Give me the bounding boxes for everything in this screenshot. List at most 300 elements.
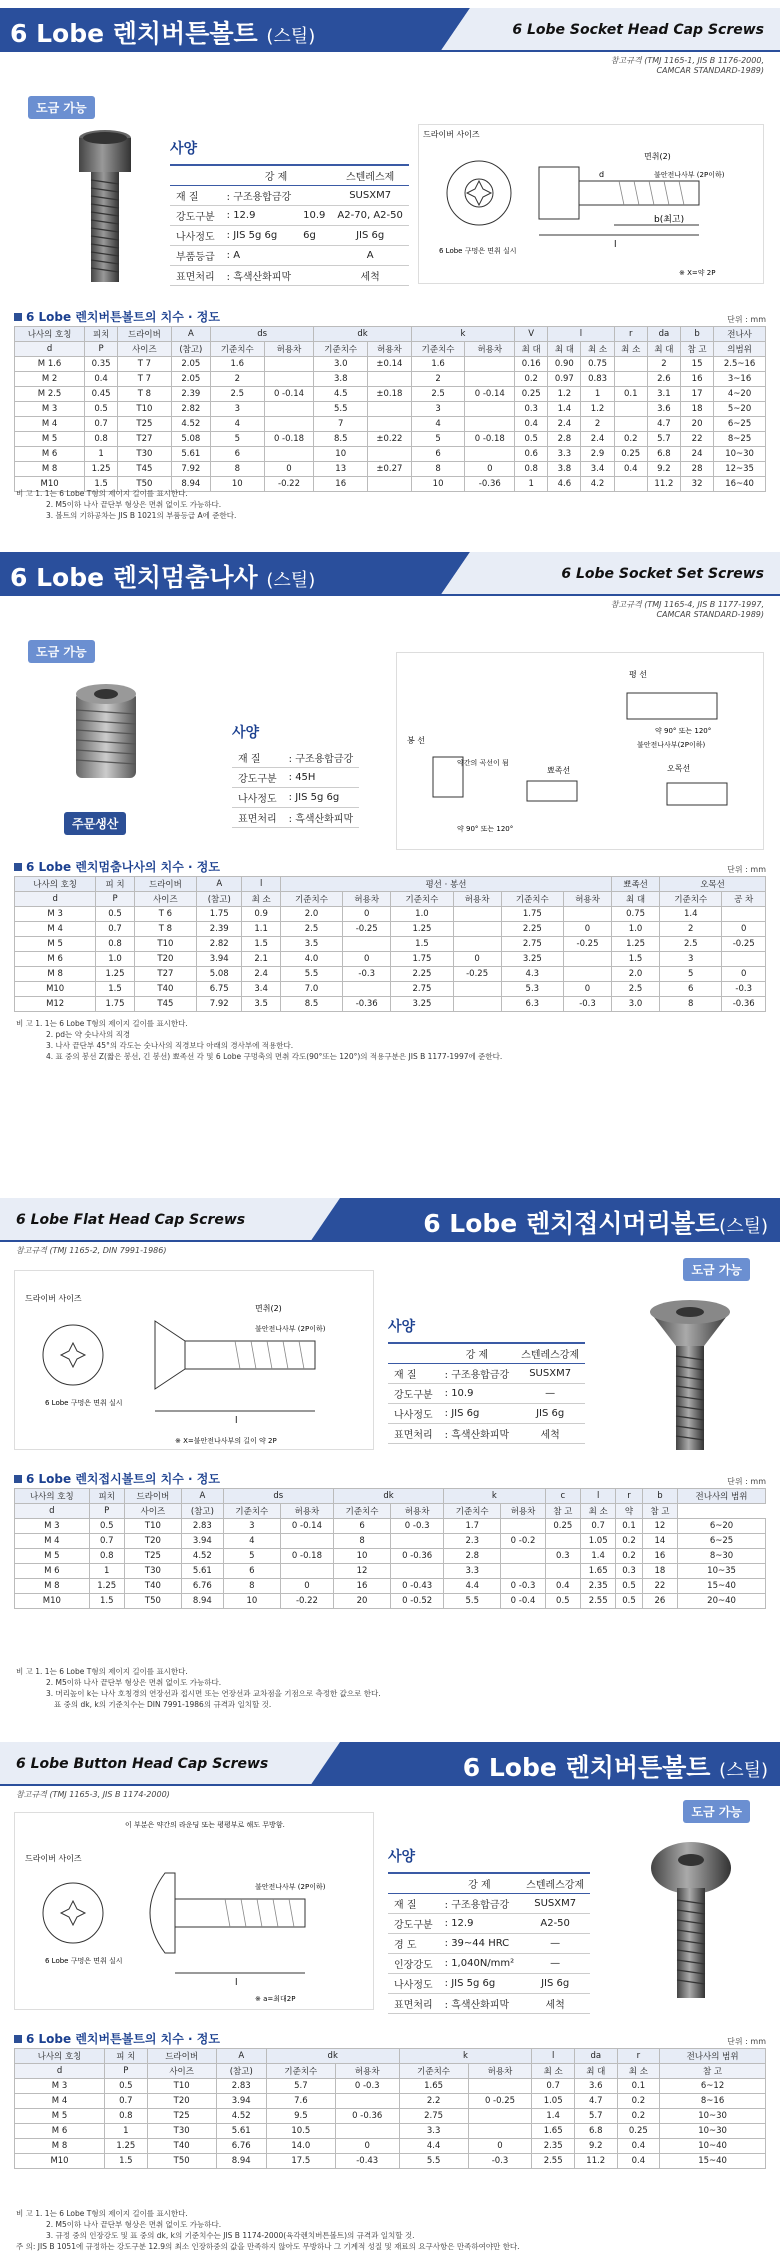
table-cell: 0 -0.25 [468,2094,532,2109]
table-cell [614,417,647,432]
table-cell: 3.94 [197,952,242,967]
table-cell: M 2 [15,372,85,387]
table-cell: 0.5 [515,432,548,447]
table-cell: 2.3 [444,1534,501,1549]
table-cell: 1.2 [581,402,614,417]
reference-standard: 참고규격 (TMJ 1165-3, JIS B 1174-2000) [16,1790,170,1799]
table-cell: 1.4 [580,1549,615,1564]
table-cell: 2.5~16 [714,357,766,372]
table-cell [465,372,515,387]
table-cell: 0.7 [85,417,118,432]
table-cell: 16 [642,1549,677,1564]
table-cell: M 6 [15,952,96,967]
spec-table: 강 제 스텐레스강제 재 질 : 구조용합금강 SUSXM7 강도구분 : 12.9 A2-50 경 도 : 39~44 HRC — 인장강도 : 1,040N/mm² — 나사정도 : JIS 5g 6g JIS 6g 표면처리 : 흑색산화피막 세척 [388,1872,590,2014]
table-cell: r [614,327,647,342]
table-cell: 6 [333,1519,390,1534]
table-cell [468,2124,532,2139]
table-cell: 2.35 [580,1579,615,1594]
table-row [15,2094,766,2109]
table-cell: M 1.6 [15,357,85,372]
svg-text:약 90° 또는 120°: 약 90° 또는 120° [457,825,514,833]
table-cell: 0.2 [614,432,647,447]
table-cell: M 8 [15,462,85,477]
table-cell: 1.4 [548,402,581,417]
table-cell: 1.0 [96,952,134,967]
table-cell: 2.39 [197,922,242,937]
table-cell: 0 -0.18 [465,432,515,447]
bolt-photo [60,120,150,290]
table-cell: 1.5 [85,477,118,492]
table-cell: -0.22 [264,477,314,492]
table-cell: 1.25 [612,937,660,952]
table-row [15,462,766,477]
table-cell: 나사의 호칭 [15,877,96,892]
svg-text:l: l [235,1416,238,1426]
table-cell: 1.25 [89,1579,124,1594]
header [0,552,780,596]
table-cell: 13 [314,462,368,477]
table-cell [391,1564,444,1579]
table-cell: 8.94 [171,477,210,492]
svg-text:6 Lobe 구멍은 면취 실시: 6 Lobe 구멍은 면취 실시 [45,1399,123,1407]
section-set-screw [0,540,780,1120]
table-cell: 4.52 [182,1549,224,1564]
table-cell: 5.5 [280,967,342,982]
table-cell: 4.3 [501,967,563,982]
table-cell [453,907,501,922]
table-cell: 4.6 [548,477,581,492]
table-cell: 피치 [89,1489,124,1504]
table-cell: 0 -0.52 [391,1594,444,1609]
table-cell: 3.3 [399,2124,468,2139]
table-cell: T45 [134,997,196,1012]
table-cell: 1.1 [242,922,280,937]
table-cell: 허용차 [465,342,515,357]
table-cell: 0.7 [89,1534,124,1549]
table-cell: 기준치수 [411,342,465,357]
header [0,1198,780,1242]
dimension-diagram [14,1270,374,1450]
table-cell: 5.7 [266,2079,335,2094]
table-cell: T10 [147,2079,216,2094]
table-cell: 1.5 [242,937,280,952]
table-cell: 10 [223,1594,280,1609]
table-cell: 2.55 [580,1594,615,1609]
svg-text:※ X=불안전나사부의 길이 약 2P: ※ X=불안전나사부의 길이 약 2P [175,1437,277,1445]
table-cell: 0.4 [617,2139,660,2154]
dimension-table [14,2048,766,2169]
table-cell: 4.7 [647,417,680,432]
table-cell [614,402,647,417]
table-cell: 0.83 [581,372,614,387]
table-cell: 0.25 [545,1519,580,1534]
table-cell: V [515,327,548,342]
table-cell: M10 [15,1594,90,1609]
table-cell: 1 [515,477,548,492]
table-cell: 5.08 [197,967,242,982]
table-cell: 4.52 [216,2109,266,2124]
table-cell: 3.0 [612,997,660,1012]
table-cell: l [580,1489,615,1504]
table-cell: T 8 [118,387,172,402]
svg-text:6 Lobe 구멍은 면취 실시: 6 Lobe 구멍은 면취 실시 [439,247,517,255]
table-cell: 15~40 [660,2154,766,2169]
table-cell: 최 소 [614,342,647,357]
table-cell: 0.25 [515,387,548,402]
table-row [15,997,766,1012]
table-cell: 0.35 [85,357,118,372]
table-cell: 2.5 [411,387,465,402]
table-cell: -0.43 [335,2154,399,2169]
table-cell: 10~30 [660,2124,766,2139]
table-cell [453,997,501,1012]
plating-badge: 도금 가능 [683,1800,750,1823]
spec-title: 사양 [388,1319,416,1335]
table-cell: c [545,1489,580,1504]
table-cell: 허용차 [264,342,314,357]
table-cell [614,477,647,492]
table-cell: T40 [134,982,196,997]
reference-standard: 참고규격 (TMJ 1165-4, JIS B 1177-1997, CAMCAR STANDARD-1989) [610,600,764,619]
svg-text:오목선: 오목선 [667,764,691,773]
table-cell: 1.0 [391,907,453,922]
table-cell [563,952,611,967]
table-cell: 2.05 [171,357,210,372]
table-cell: 최 소 [617,2064,660,2079]
table-cell: T27 [118,432,172,447]
table-cell: 4.5 [314,387,368,402]
table-cell: 15 [680,357,713,372]
table-cell: 0 -0.36 [391,1549,444,1564]
table-cell: 16~40 [714,477,766,492]
spec-panel [388,1846,590,2014]
table-cell: A [216,2049,266,2064]
table-cell: 기준치수 [210,342,264,357]
table-cell: 0 -0.14 [281,1519,334,1534]
table-cell: 최 대 [647,342,680,357]
table-cell: 0.8 [85,432,118,447]
table-cell: -0.25 [453,967,501,982]
table-cell: 0.7 [532,2079,575,2094]
table-cell: 5 [411,432,465,447]
table-cell: 0.90 [548,357,581,372]
table-cell: 1.65 [532,2124,575,2139]
table-cell: 2 [411,372,465,387]
table-cell: M 8 [15,967,96,982]
made-to-order-badge: 주문생산 [64,812,126,835]
table-cell: 0 -0.43 [391,1579,444,1594]
table-cell: 사이즈 [124,1504,181,1519]
table-cell: 피 치 [96,877,134,892]
table-cell: 3 [210,402,264,417]
table-cell: 0 -0.14 [465,387,515,402]
table-cell: 3.5 [280,937,342,952]
table-cell: 2.83 [216,2079,266,2094]
table-cell: 나사의 호칭 [15,2049,105,2064]
title-en: 6 Lobe Button Head Cap Screws [16,1756,269,1772]
table-cell: 10 [314,447,368,462]
table-cell: 10~30 [660,2109,766,2124]
table-cell: (참고) [182,1504,224,1519]
table-cell: 기준치수 [266,2064,335,2079]
table-cell: 5.3 [501,982,563,997]
header-row [15,342,766,357]
table-cell [391,1534,444,1549]
table-cell: 나사의 호칭 [15,327,85,342]
table-cell [614,357,647,372]
table-cell: 최 소 [580,1504,615,1519]
table-cell: P [105,2064,148,2079]
table-cell: T30 [118,447,172,462]
table-cell: 17 [680,387,713,402]
table-cell: 18 [642,1564,677,1579]
table-row [15,2139,766,2154]
svg-text:불안전나사부(2P이하): 불안전나사부(2P이하) [637,741,706,749]
table-cell: 2.2 [399,2094,468,2109]
table-cell: 0 [563,922,611,937]
table-cell: 2.25 [501,922,563,937]
unit-label: 단위 : mm [727,1477,766,1486]
table-cell: 1.75 [391,952,453,967]
table-cell: 6~25 [678,1534,766,1549]
table-cell: 0.2 [616,1534,642,1549]
table-cell: 16 [680,372,713,387]
table-cell: 2.4 [581,432,614,447]
spec-table: 강 제 스텐레스강제 재 질 : 구조용합금강 SUSXM7 강도구분 : 10.9 — 나사정도 : JIS 6g JIS 6g 표면처리 : 흑색산화피막 세척 [388,1342,585,1444]
spec-panel [170,138,409,286]
table-cell: 드라이버 [134,877,196,892]
table-cell: 최 소 [532,2064,575,2079]
table-cell: 0.4 [515,417,548,432]
table-cell: 1.5 [105,2154,148,2169]
table-cell: 6.8 [574,2124,617,2139]
svg-text:면취(2): 면취(2) [644,152,671,161]
table-cell: 허용차 [563,892,611,907]
table-cell: 10 [411,477,465,492]
table-cell: 2.05 [171,372,210,387]
table-cell: 공 차 [722,892,766,907]
table-cell: 0.5 [89,1519,124,1534]
table-cell: 허용차 [468,2064,532,2079]
table-cell: 사이즈 [134,892,196,907]
table-cell: 5.5 [444,1594,501,1609]
table-cell: 0 [722,922,766,937]
table-cell: 8.5 [280,997,342,1012]
table-cell: 17.5 [266,2154,335,2169]
table-cell: 0 [335,2139,399,2154]
table-cell: T40 [147,2139,216,2154]
table-cell: 5.61 [216,2124,266,2139]
table-cell: 2.4 [548,417,581,432]
table-cell: 1.75 [197,907,242,922]
table-cell: 3.1 [647,387,680,402]
table-cell [501,1564,545,1579]
table-cell: 6 [660,982,722,997]
table-cell: k [399,2049,532,2064]
table-cell: 12~35 [714,462,766,477]
table-cell: M 5 [15,432,85,447]
table-cell: 1.25 [391,922,453,937]
table-cell: -0.3 [343,967,391,982]
table-cell: 7.92 [197,997,242,1012]
table-cell [264,447,314,462]
table-cell: 3.6 [647,402,680,417]
table-cell: 7.6 [266,2094,335,2109]
table-cell: 10.5 [266,2124,335,2139]
table-cell: 기준치수 [223,1504,280,1519]
table-cell: 1.5 [89,1594,124,1609]
table-cell: 2.0 [612,967,660,982]
table-cell: 0 [722,967,766,982]
reference-standard: 참고규격 (TMJ 1165-1, JIS B 1176-2000, CAMCAR STANDARD-1989) [610,56,764,75]
table-cell: T45 [118,462,172,477]
table-cell: b [680,327,713,342]
svg-text:약 90° 또는 120°: 약 90° 또는 120° [655,727,712,735]
table-cell: 최 대 [515,342,548,357]
table-cell: 2 [647,357,680,372]
table-cell [468,2079,532,2094]
table-cell: 0 -0.14 [264,387,314,402]
table-cell: 6.8 [647,447,680,462]
table-cell: T10 [118,402,172,417]
table-cell: (참고) [197,892,242,907]
table-cell: 14 [642,1534,677,1549]
table-cell: da [574,2049,617,2064]
button-head-bolt-photo [636,1828,746,2008]
table-cell: 0.3 [515,402,548,417]
table-cell: 28 [680,462,713,477]
table-cell: 0.2 [616,1549,642,1564]
table-cell: 최 소 [581,342,614,357]
table-cell: 8 [333,1534,390,1549]
table-cell: 1.5 [96,982,134,997]
svg-text:b(최고): b(최고) [654,215,685,225]
table-row [15,937,766,952]
spec-panel [388,1316,585,1444]
table-title: 6 Lobe 렌치접시볼트의 치수 · 정도 [14,1470,220,1487]
table-cell: 의범위 [714,342,766,357]
table-cell: 3.3 [444,1564,501,1579]
table-cell: 4.2 [581,477,614,492]
svg-text:봉 선: 봉 선 [407,736,425,745]
table-cell: A [197,877,242,892]
table-cell [545,1564,580,1579]
table-cell: 7.0 [280,982,342,997]
table-row [15,447,766,462]
table-cell: M12 [15,997,96,1012]
table-cell: T10 [124,1519,181,1534]
table-cell: 전나사의 범위 [660,2049,766,2064]
table-cell: 5.61 [182,1564,224,1579]
flat-head-bolt-photo [630,1282,750,1462]
table-row [15,967,766,982]
table-cell [453,937,501,952]
table-cell: 4.7 [574,2094,617,2109]
table-cell: 8~16 [660,2094,766,2109]
table-cell: T25 [124,1549,181,1564]
table-cell [343,982,391,997]
table-cell: 10 [333,1549,390,1564]
spec-title: 사양 [232,725,260,741]
table-cell: 1.7 [444,1519,501,1534]
table-cell [264,357,314,372]
table-cell: 8 [411,462,465,477]
table-cell: 0.7 [580,1519,615,1534]
table-cell: M 8 [15,2139,105,2154]
table-cell: 사이즈 [147,2064,216,2079]
notes: 비 고 1. 1는 6 Lobe T형의 제이지 길이를 표시한다. 2. M5이하 나사 끝단부 형상은 면취 없이도 가능하다. 3. 머리높이 k는 나사 호칭경의 연장선과 접시면 또는 연장선과 교차점을 기점으로 측정한 값으로 한다. 표 중의 dk, k의 기준치수는 DIN 7991-1986의 규격과 일치할 것. [16,1667,381,1709]
table-cell: 0.8 [105,2109,148,2124]
table-cell: 0.8 [89,1549,124,1564]
table-cell: 6 [411,447,465,462]
table-cell: 0 -0.4 [501,1594,545,1609]
reference-standard: 참고규격 (TMJ 1165-2, DIN 7991-1986) [16,1246,167,1255]
table-cell: 허용차 [343,892,391,907]
table-cell: 4.4 [399,2139,468,2154]
table-cell: 10~30 [714,447,766,462]
table-cell [563,907,611,922]
table-cell: 기준치수 [501,892,563,907]
table-cell: M 3 [15,402,85,417]
table-cell: 6 [223,1564,280,1579]
page-title: 6 Lobe 렌치멈춤나사 (스틸) [10,563,316,592]
table-cell: 2.75 [399,2109,468,2124]
table-cell: 6~25 [714,417,766,432]
table-cell: 2.8 [548,432,581,447]
table-cell: 2.75 [501,937,563,952]
table-cell: M 6 [15,1564,90,1579]
table-cell: 0.7 [96,922,134,937]
table-cell: 6 [210,447,264,462]
table-title: 6 Lobe 렌치버튼볼트의 치수 · 정도 [14,308,220,325]
table-cell: 0 -0.3 [391,1519,444,1534]
table-cell: T30 [124,1564,181,1579]
table-cell: 기준치수 [399,2064,468,2079]
table-cell [264,417,314,432]
svg-text:면취(2): 면취(2) [255,1304,282,1313]
table-cell: ±0.18 [368,387,412,402]
svg-text:l: l [235,1978,238,1988]
table-cell: 0.5 [545,1594,580,1609]
unit-label: 단위 : mm [727,315,766,324]
table-cell: 드라이버 [124,1489,181,1504]
table-cell: 사이즈 [118,342,172,357]
table-cell: 3.4 [581,462,614,477]
svg-text:불안전나사부 (2P이하): 불안전나사부 (2P이하) [255,1325,326,1333]
table-row [15,1519,766,1534]
svg-text:불안전나사부 (2P이하): 불안전나사부 (2P이하) [255,1883,326,1891]
table-cell: 4 [223,1534,280,1549]
table-cell: 2.5 [660,937,722,952]
table-cell: -0.3 [563,997,611,1012]
table-cell: 0 [563,982,611,997]
table-cell: 허용차 [335,2064,399,2079]
table-row [15,372,766,387]
notes: 비 고 1. 1는 6 Lobe T형의 제이지 길이를 표시한다. 2. M5이하 나사 끝단부 형상은 면취 없이도 가능하다. 3. 볼트의 기하공차는 JIS B 1021의 부품등급 A에 준한다. [16,489,237,520]
title-en: 6 Lobe Socket Set Screws [561,566,764,582]
table-cell: M10 [15,2154,105,2169]
page-title: 6 Lobe 렌치버튼볼트 (스틸) [10,19,316,48]
spec-panel [232,722,359,828]
table-cell: 1.75 [501,907,563,922]
table-cell: r [617,2049,660,2064]
table-cell: 2 [581,417,614,432]
plating-badge: 도금 가능 [28,640,95,663]
svg-text:드라이버 사이즈: 드라이버 사이즈 [25,1854,82,1863]
table-row [15,432,766,447]
table-cell: M 3 [15,2079,105,2094]
table-cell: 8 [210,462,264,477]
